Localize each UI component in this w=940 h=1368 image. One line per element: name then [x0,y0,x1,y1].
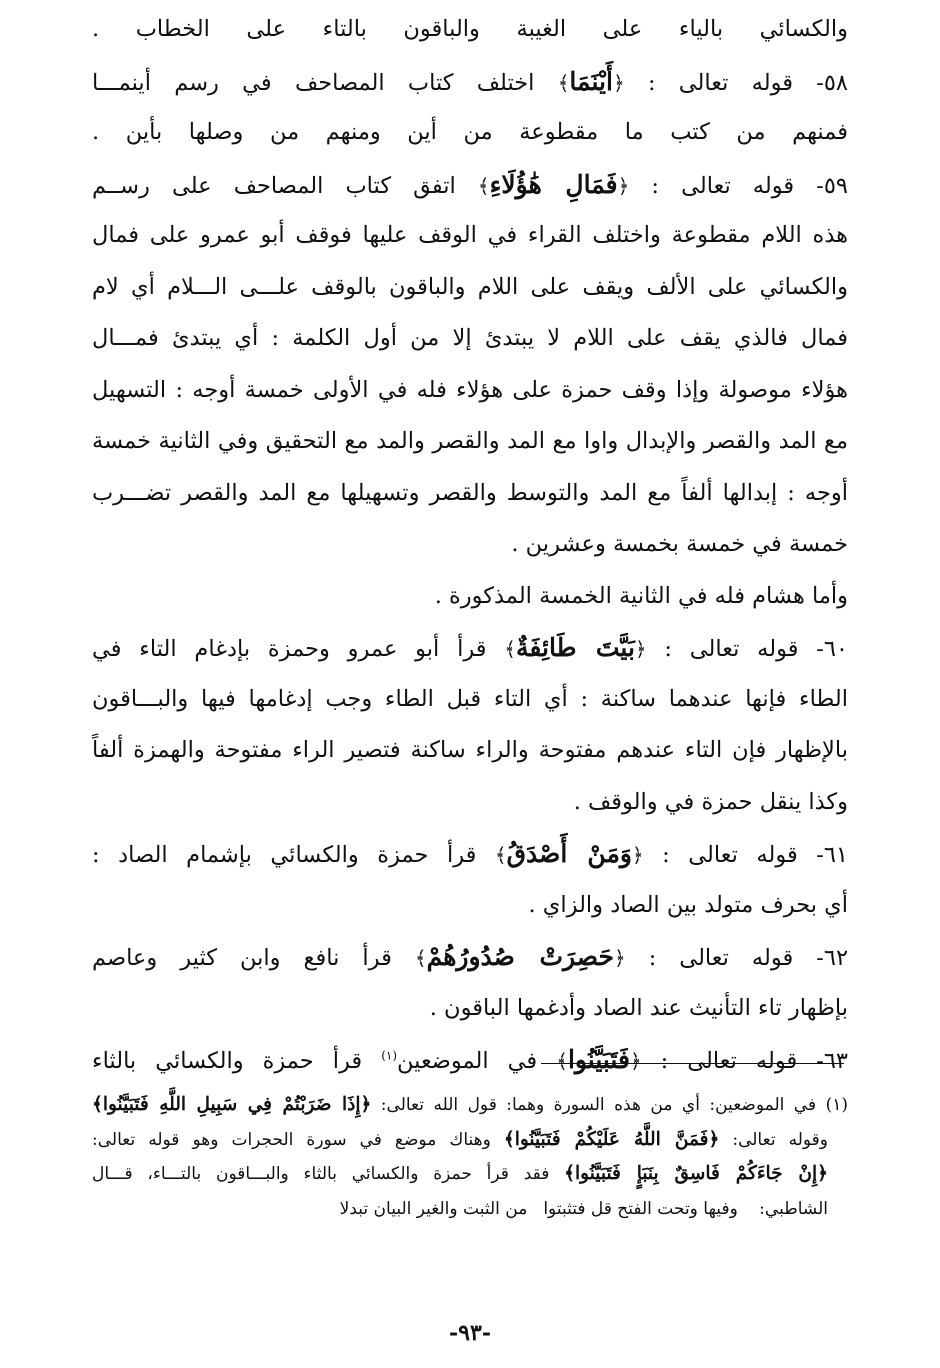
ornate-bracket-open-icon: ﴿ [629,1049,642,1073]
verse-commentary: قرأ حمزة والكسائي بالثاء [92,1048,382,1074]
ornate-bracket-close-icon: ﴾ [477,173,490,198]
quran-quote: بَيَّتَ طَائِفَةٌ [516,633,635,662]
text-line: فمنهم من كتب ما مقطوعة من أين ومنهم من وصلها بأين . [92,119,848,145]
text-line: هذه اللام مقطوعة واختلف القراء في الوقف عليها فوقف أبو عمرو على فمال [92,222,848,248]
quran-quote: فَتَبَيَّنُوا [567,1045,630,1074]
text-line: والكسائي بالياء على الغيبة والباقون بالتاء على الخطاب . [92,16,848,42]
verse-commentary: قرأ أبو عمرو وحمزة بإدغام التاء في [92,636,505,662]
verse-intro: ٦٢- قوله تعالى : [625,945,849,971]
footnote-text: وهناك موضع في سورة الحجرات وهو قوله تعالى: [92,1129,504,1150]
ornate-bracket-close-icon: ﴾ [556,1049,568,1073]
text-line: أوجه : إبدالها ألفاً مع المد والتوسط والقصر وتسهيلها مع المد والقصر تضـــرب [92,479,848,506]
text-line [92,159,848,211]
text-line: خمسة في خمسة بخمسة وعشرين . [511,531,848,557]
poem-hemistich: من الثبت والغير البيان تبدلا [339,1198,528,1219]
poem-hemistich: وفيها وتحت الفتح قل فتثبتوا [543,1198,738,1219]
text-line: فمال فالذي يقف على اللام لا يبتدئ إلا من أول الكلمة : أي يبتدئ فمـــال [92,325,848,351]
verse-commentary: في الموضعين [397,1048,557,1074]
text-line: وأما هشام فله في الثانية الخمسة المذكورة . [434,582,848,609]
verse-commentary: اتفق كتاب المصاحف على رســم [92,172,478,199]
footnote-text: وقوله تعالى: [719,1129,828,1150]
verse-commentary: قرأ نافع وابن كثير وعاصم [92,945,415,971]
text-line [92,56,848,108]
verse-intro: ٥٨- قوله تعالى : [624,69,849,96]
ornate-bracket-open-icon: ﴿ [617,173,630,198]
quran-quote: وَمَنْ أَصْدَقُ [506,839,632,868]
footnote-marker[interactable]: (١) [381,1048,398,1063]
text-line: بإظهار تاء التأنيث عند الصاد وأدغمها الباقون . [429,994,848,1021]
verse-commentary: قرأ حمزة والكسائي بإشمام الصاد : [92,842,495,868]
footnote-divider [541,1063,844,1064]
verse-intro: ٦١- قوله تعالى : [643,842,848,868]
verse-intro: ٦٣- قوله تعالى : [641,1048,848,1074]
footnote-line [92,1088,848,1123]
footnote-line [92,1192,848,1227]
text-line: والكسائي على الألف ويقف على اللام والباقون بالوقف علـــى الـــلام أي لام [92,273,848,300]
quran-quote: أَيْنَمَا [569,66,613,96]
verse-intro: ٥٩- قوله تعالى : [629,172,848,199]
text-line: مع المد والقصر والإبدال واوا مع المد والقصر والمد مع التحقيق وفي الثانية خمسة [92,428,848,454]
quran-quote: ﴿إِذَا ضَرَبْتُمْ فِي سَبِيلِ اللَّهِ فَتَبَيَّنُوا﴾ [92,1094,372,1115]
footnote-text: الشاطبي: [753,1198,828,1219]
ornate-bracket-close-icon: ﴾ [494,843,507,867]
text-line: أي بحرف متولد بين الصاد والزاي . [528,891,848,918]
main-text [92,4,848,1086]
text-line [92,622,848,674]
footnote-text: (١) في الموضعين: أي من هذه السورة وهما: قول الله تعالى: [371,1095,848,1115]
verse-intro: ٦٠- قوله تعالى : [646,636,849,662]
quran-quote: ﴿فَمَنَّ اللَّهُ عَلَيْكُمْ فَتَبَيَّنُوا﴾ [503,1128,720,1150]
text-line: وكذا ينقل حمزة في والوقف . [573,788,848,815]
ornate-bracket-open-icon: ﴿ [634,637,647,661]
text-line: بالإظهار فإن التاء عندهم مفتوحة والراء ساكنة فتصير الراء مفتوحة والهمزة ألفاً [92,737,848,763]
ornate-bracket-close-icon: ﴾ [504,637,516,661]
footnote-line [92,1157,848,1192]
text-line [92,1034,848,1086]
text-line [92,931,848,983]
verse-commentary: اختلف كتاب المصاحف في رسم أينمـــا [92,69,558,96]
footnote-line [92,1123,848,1158]
ornate-bracket-open-icon: ﴿ [631,843,644,867]
quran-quote: فَمَالِ هَٰؤُلَاءِ [489,169,618,199]
quran-quote: ﴿إِنْ جَاءَكُمْ فَاسِقٌ بِنَبَإٍ فَتَبَيَّنُوا﴾ [564,1163,828,1184]
text-line: هؤلاء موصولة وإذا وقف حمزة على هؤلاء فله في الأولى خمسة أوجه : التسهيل [92,376,848,403]
text-line: الطاء فإنها عندهما ساكنة : أي التاء قبل الطاء وجب إدغامها فيها والبـــاقون [92,685,848,712]
page-number: -٩٣- [449,1320,491,1346]
ornate-bracket-close-icon: ﴾ [557,70,570,95]
ornate-bracket-open-icon: ﴿ [612,70,625,95]
footnote-text: فقد قرأ حمزة والكسائي بالثاء والبـــاقون بالتـــاء، قـــال [92,1164,565,1184]
quran-quote: حَصِرَتْ صُدُورُهُمْ [426,942,614,971]
text-line [92,828,848,880]
ornate-bracket-open-icon: ﴿ [613,946,626,970]
ornate-bracket-close-icon: ﴾ [414,946,427,970]
footnotes [92,1088,848,1226]
